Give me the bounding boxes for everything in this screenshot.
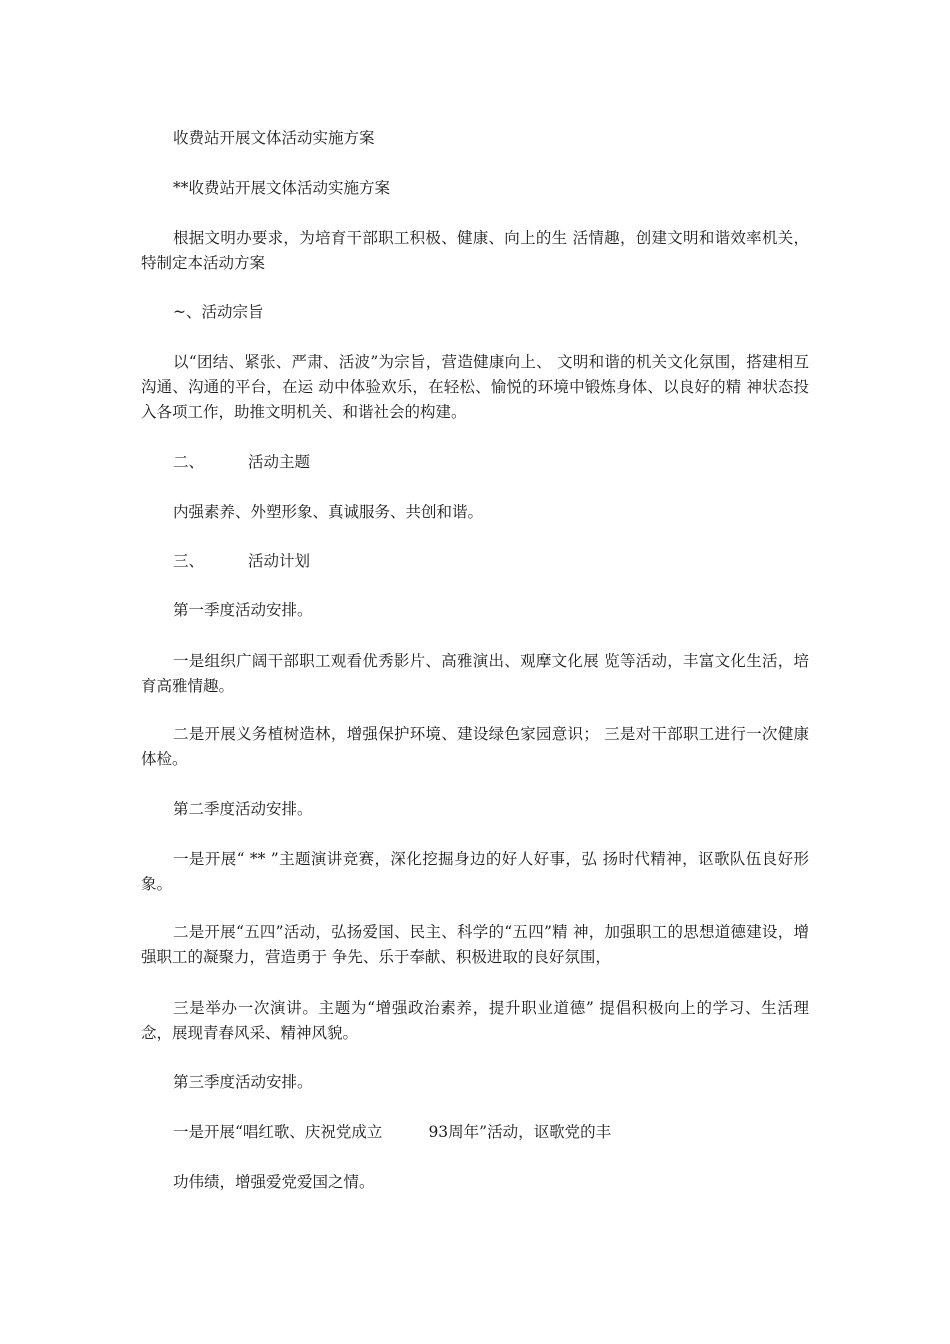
q1-heading: 第一季度活动安排。 bbox=[173, 601, 313, 619]
q2-item-3: 三是举办一次演讲。主题为“增强政治素养，提升职业道德” 提倡积极向上的学习、生活理念，展现青春风采、精神风貌。 bbox=[141, 999, 809, 1042]
section-1-heading: ~、活动宗旨 bbox=[173, 303, 264, 321]
q1-item-2: 二是开展义务植树造林，增强保护环境、建设绿色家园意识； 三是对干部职工进行一次健康体检。 bbox=[141, 725, 809, 768]
section-2-title: 活动主题 bbox=[248, 453, 311, 471]
q3-item-1 bbox=[141, 1120, 809, 1145]
section-2-number: 二、 bbox=[173, 453, 205, 471]
q2-item-1: 一是开展“ ** ”主题演讲竞赛，深化挖掘身边的好人好事，弘 扬时代精神，讴歌队伍良好形象。 bbox=[141, 850, 809, 893]
q2-heading: 第二季度活动安排。 bbox=[173, 800, 313, 818]
section-3-title: 活动计划 bbox=[248, 552, 311, 570]
q3-item-1-part-b: 93周年”活动，讴歌党的丰 bbox=[428, 1123, 612, 1141]
section-3-heading bbox=[141, 549, 809, 574]
q3-heading: 第三季度活动安排。 bbox=[173, 1073, 313, 1091]
q1-item-1: 一是组织广阔干部职工观看优秀影片、高雅演出、观摩文化展 览等活动，丰富文化生活，培育高雅情趣。 bbox=[141, 652, 809, 695]
section-2-body: 内强素养、外塑形象、真诚服务、共创和谐。 bbox=[173, 503, 484, 521]
intro-paragraph: 根据文明办要求，为培育干部职工积极、健康、向上的生 活情趣，创建文明和谐效率机关，特制定本活动方案 bbox=[141, 229, 809, 272]
section-3-number: 三、 bbox=[173, 552, 205, 570]
section-1-body: 以“团结、紧张、严肃、活波”为宗旨，营造健康向上、 文明和谐的机关文化氛围，搭建相互沟通、沟通的平台，在运 动中体验欢乐，在轻松、愉悦的环境中锻炼身体、以良好的精 神状态投入各项工作，助推文明机关、和谐社会的构建。 bbox=[141, 353, 809, 421]
q2-item-2: 二是开展“五四”活动，弘扬爱国、民主、科学的“五四”精 神，加强职工的思想道德建设，增强职工的凝聚力，营造勇于 争先、乐于奉献、积极进取的良好氛围， bbox=[141, 923, 809, 966]
document-subtitle: **收费站开展文体活动实施方案 bbox=[173, 179, 391, 197]
q3-item-1-continuation: 功伟绩，增强爱党爱国之情。 bbox=[173, 1173, 375, 1191]
section-2-heading bbox=[141, 450, 809, 475]
document-title: 收费站开展文体活动实施方案 bbox=[173, 129, 375, 147]
q3-item-1-part-a: 一是开展“唱红歌、庆祝党成立 bbox=[173, 1123, 383, 1141]
